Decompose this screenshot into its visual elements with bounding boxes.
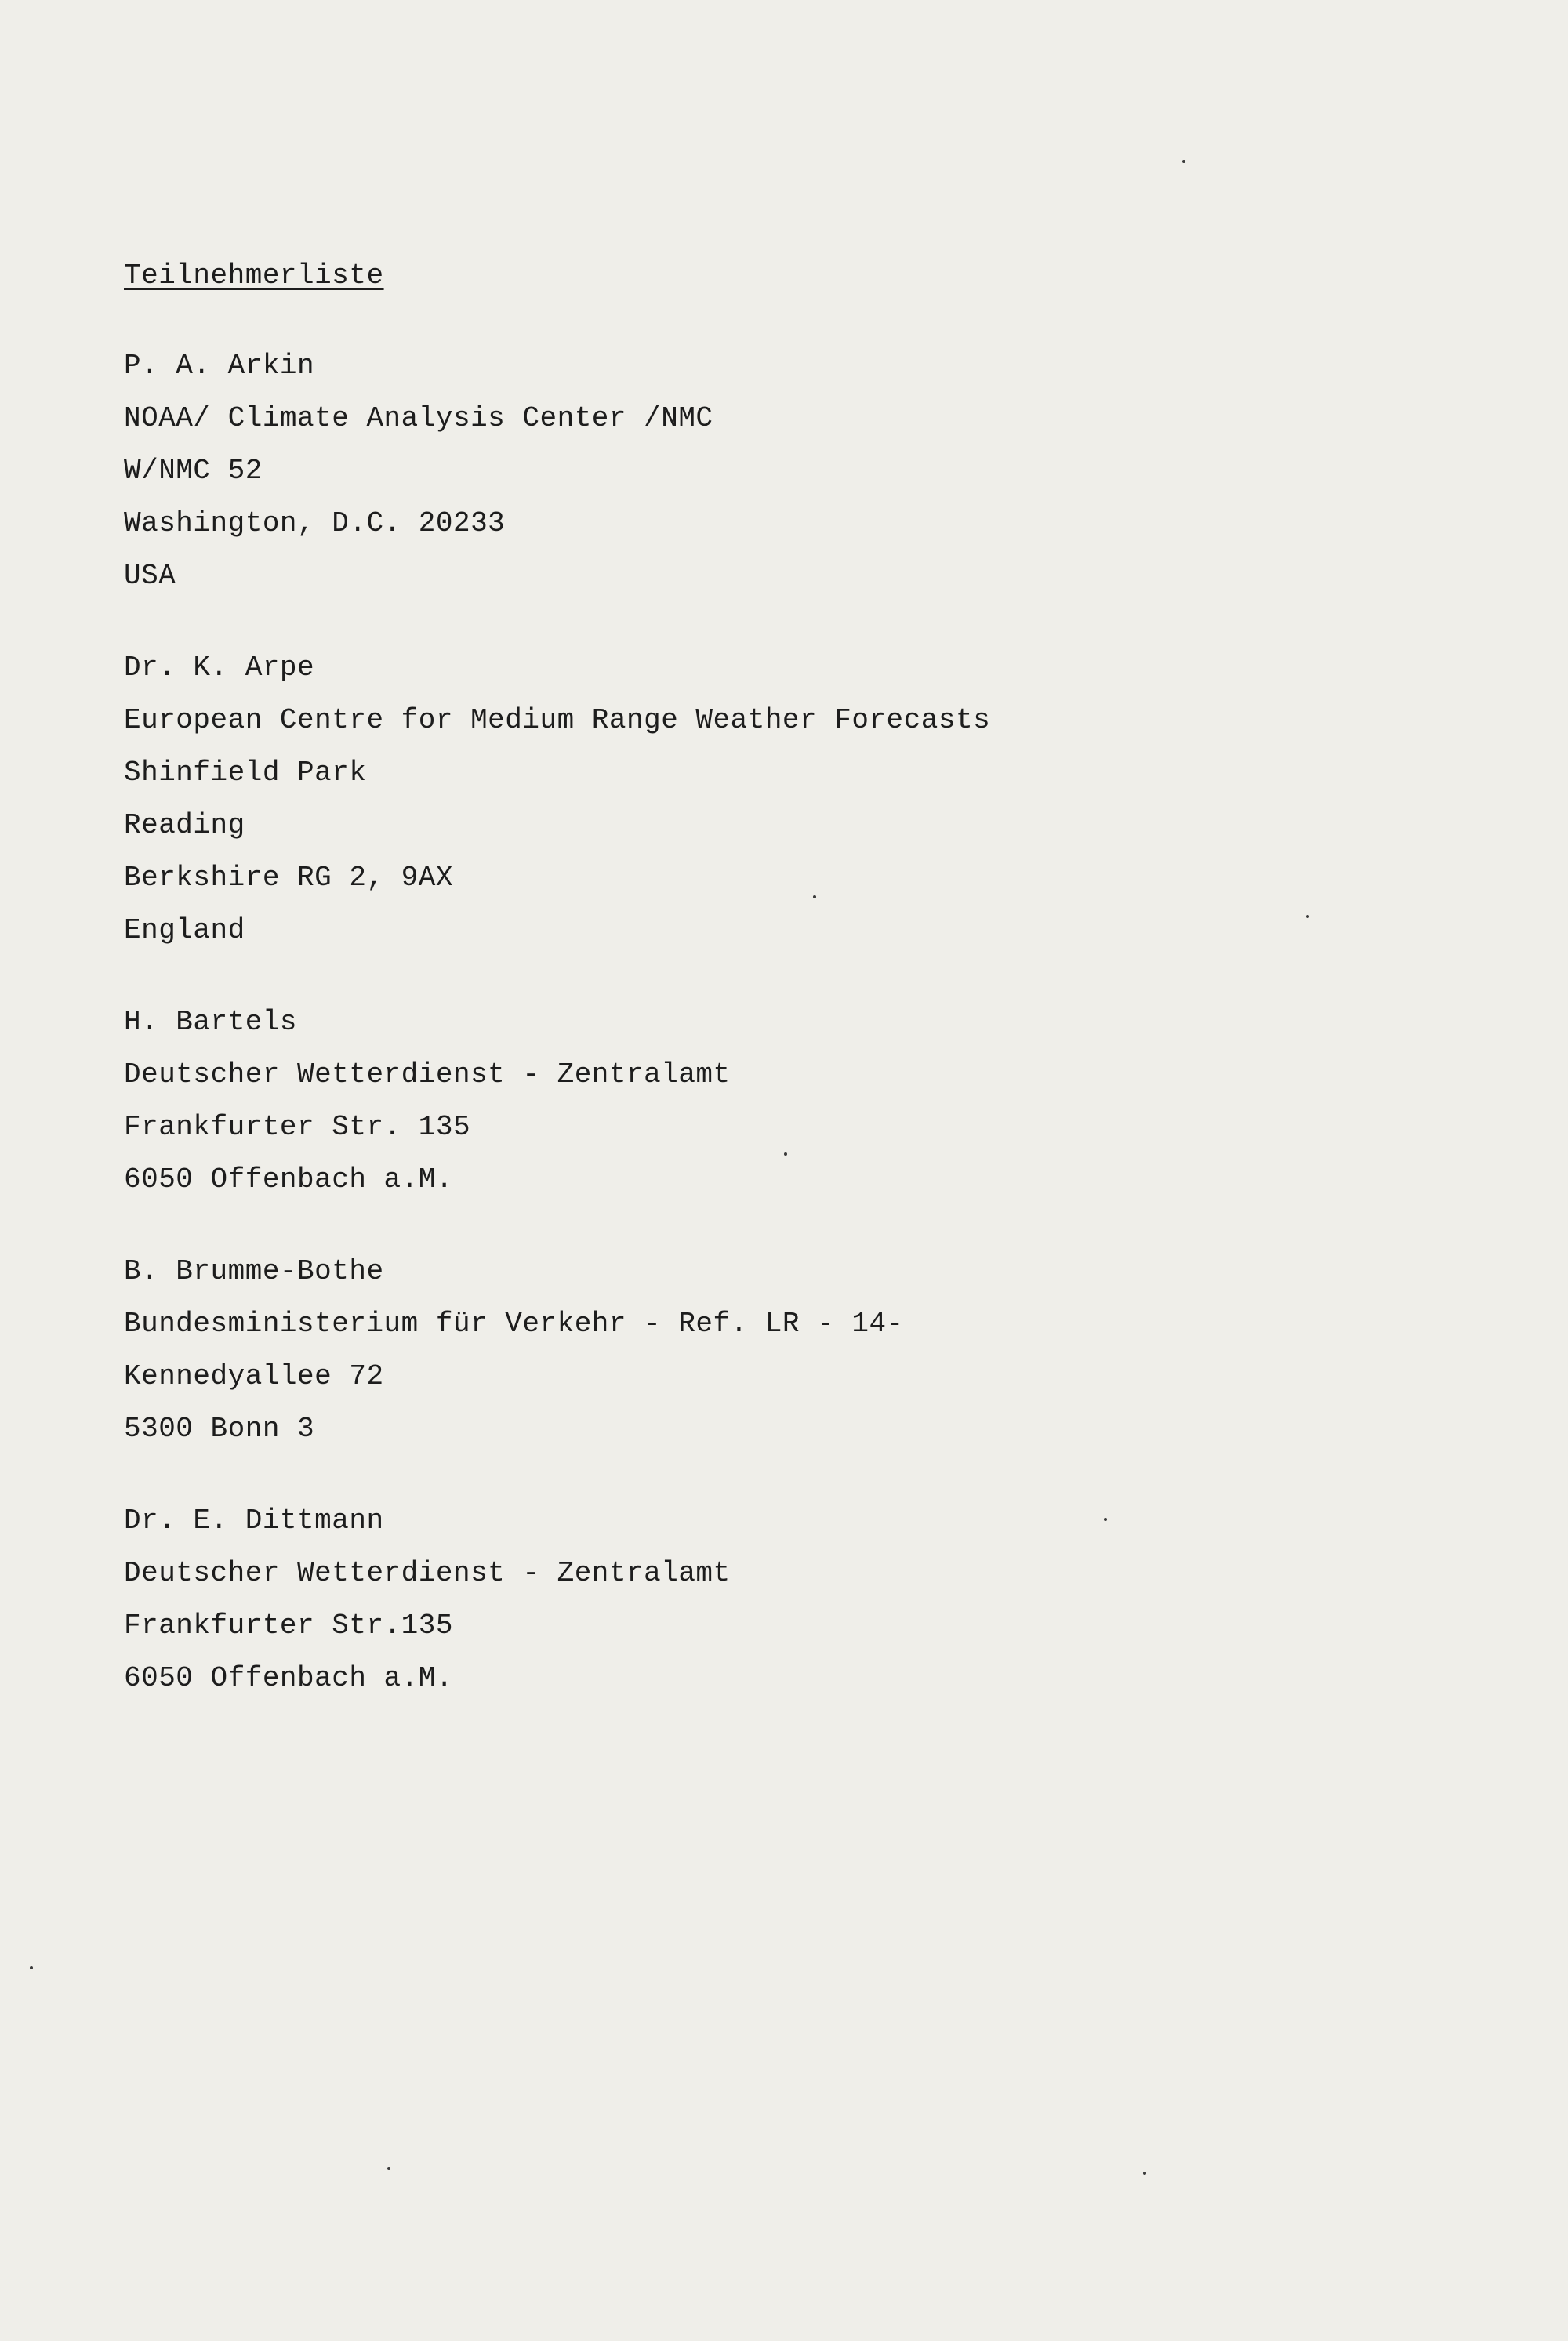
entry-line: P. A. Arkin	[124, 350, 315, 382]
entry-line: H. Bartels	[124, 1006, 298, 1038]
entry-line: Deutscher Wetterdienst - Zentralamt	[124, 1058, 731, 1091]
entry-line: Frankfurter Str.135	[124, 1610, 453, 1642]
entry-line: USA	[124, 560, 176, 592]
entry-line: European Centre for Medium Range Weather Forecasts	[124, 704, 991, 736]
entry-line: Dr. E. Dittmann	[124, 1504, 384, 1537]
paper-speck	[30, 1966, 33, 1969]
entry-line: Dr. K. Arpe	[124, 651, 315, 684]
paper-speck	[1182, 160, 1185, 163]
paper-speck	[784, 1152, 787, 1156]
entry-line: Reading	[124, 809, 245, 841]
entry-line: Frankfurter Str. 135	[124, 1111, 471, 1143]
participant-list	[124, 249, 1378, 1744]
entry-line: B. Brumme-Bothe	[124, 1255, 384, 1287]
entry-line: Deutscher Wetterdienst - Zentralamt	[124, 1557, 731, 1589]
participant-entry	[124, 339, 1378, 602]
paper-speck	[387, 2167, 390, 2170]
participant-entry	[124, 996, 1378, 1206]
paper-speck	[1104, 1518, 1107, 1521]
paper-speck	[1306, 915, 1309, 918]
paper-speck	[1143, 2172, 1146, 2175]
entry-line: England	[124, 914, 245, 946]
entry-line: Shinfield Park	[124, 757, 367, 789]
page-title: Teilnehmerliste	[124, 260, 384, 292]
participant-entry	[124, 1245, 1378, 1455]
entry-line: Washington, D.C. 20233	[124, 507, 506, 539]
entry-line: Kennedyallee 72	[124, 1360, 384, 1392]
entry-line: 5300 Bonn 3	[124, 1413, 315, 1445]
participant-entry	[124, 1494, 1378, 1704]
entry-line: Bundesministerium für Verkehr - Ref. LR - 14-	[124, 1308, 904, 1340]
entry-line: W/NMC 52	[124, 455, 263, 487]
entry-line: 6050 Offenbach a.M.	[124, 1163, 453, 1196]
entry-line: 6050 Offenbach a.M.	[124, 1662, 453, 1694]
participant-entry	[124, 641, 1378, 956]
entry-line: Berkshire RG 2, 9AX	[124, 862, 453, 894]
entry-line: NOAA/ Climate Analysis Center /NMC	[124, 402, 713, 434]
paper-speck	[813, 895, 816, 898]
